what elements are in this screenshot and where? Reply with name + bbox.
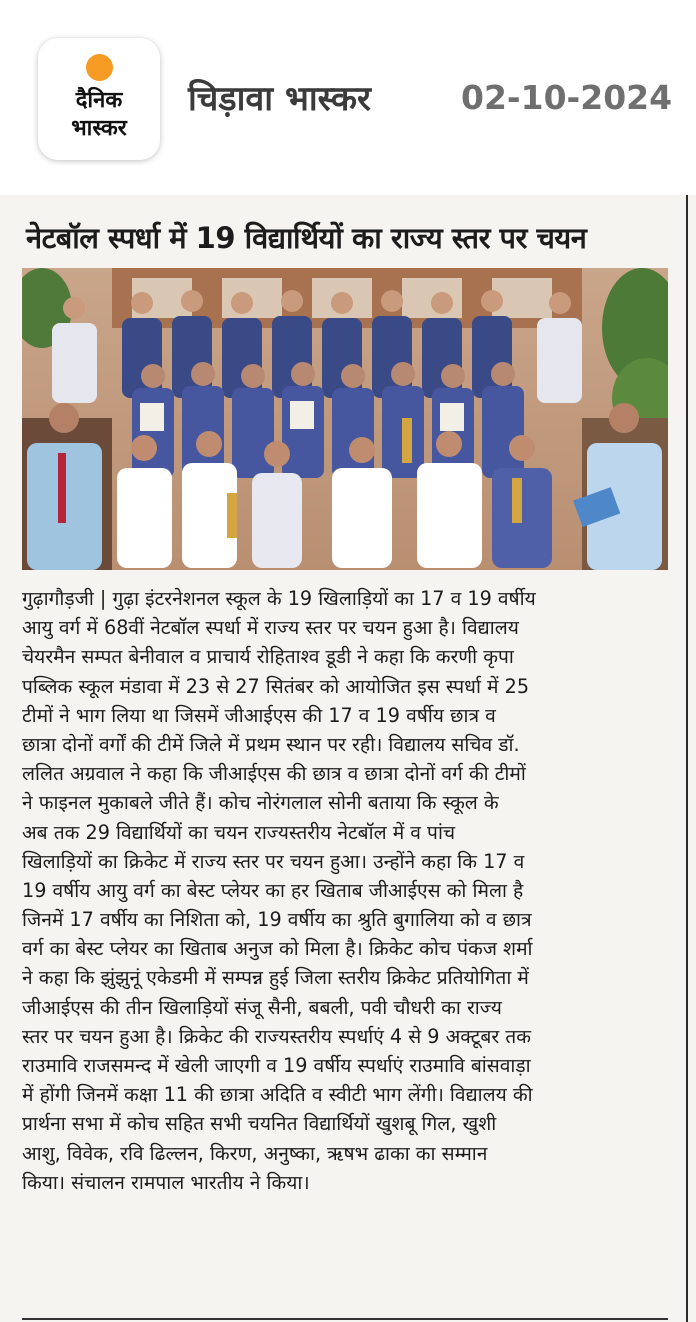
article-headline: नेटबॉल स्पर्धा में 19 विद्यार्थियों का राज्य स्तर पर चयन <box>26 221 587 255</box>
team-photo-image <box>22 268 668 570</box>
article-line: टीमों ने भाग लिया था जिसमें जीआईएस की 17 व 19 वर्षीय छात्र व <box>22 703 496 727</box>
article-line: पब्लिक स्कूल मंडावा में 23 से 27 सितंबर को आयोजित इस स्पर्धा में 25 <box>22 674 530 698</box>
article-line: ने फाइनल मुकाबले जीते हैं। कोच नोरंगलाल सोनी बताया कि स्कूल के <box>22 791 499 815</box>
publication-logo[interactable] <box>38 38 160 160</box>
logo-sun-icon <box>86 54 113 81</box>
article-line: अब तक 29 विद्यार्थियों का चयन राज्यस्तरीय नेटबॉल में व पांच <box>22 820 456 844</box>
team-photo[interactable] <box>22 268 668 570</box>
article-line: राउमावि राजसमन्द में खेली जाएगी व 19 वर्षीय स्पर्धाएं राउमावि बांसवाड़ा <box>22 1054 531 1077</box>
clipping-bottom-rule <box>22 1318 668 1320</box>
article-body <box>22 584 668 1197</box>
article-line: स्तर पर चयन हुआ है। क्रिकेट की राज्यस्तरीय स्पर्धाएं 4 से 9 अक्टूबर तक <box>22 1024 531 1048</box>
article-line: ललित अग्रवाल ने कहा कि जीआईएस की छात्र व छात्रा दोनों वर्ग की टीमों <box>22 762 526 786</box>
article-line: छात्रा दोनों वर्गों की टीमें जिले में प्रथम स्थान पर रही। विद्यालय सचिव डॉ. <box>22 732 520 756</box>
article-line: आशु, विवेक, रवि ढिल्लन, किरण, अनुष्का, ऋषभ ढाका का सम्मान <box>22 1141 488 1165</box>
article-line: चेयरमैन सम्पत बेनीवाल व प्राचार्य रोहिताश्व डूडी ने कहा कि करणी कृपा <box>22 645 514 669</box>
logo-text-top: दैनिक <box>75 88 123 113</box>
article-line: किया। संचालन रामपाल भारतीय ने किया। <box>22 1170 310 1194</box>
article-line: गुढ़ागौड़जी | गुढ़ा इंटरनेशनल स्कूल के 19 खिलाड़ियों का 17 व 19 वर्षीय <box>22 587 536 610</box>
article-line: में होंगी जिनमें कक्षा 11 की छात्रा अदिति व स्वीटी भाग लेंगी। विद्यालय की <box>22 1083 533 1107</box>
article-line: ने कहा कि झुंझुनूं एकेडमी में सम्पन्न हुई जिला स्तरीय क्रिकेट प्रतियोगिता में <box>22 966 529 990</box>
article-line: प्रार्थना सभा में कोच सहित सभी चयनित विद्यार्थियों खुशबू गिल, खुशी <box>22 1112 497 1136</box>
article-line: जीआईएस की तीन खिलाड़ियों संजू सैनी, बबली, पवी चौधरी का राज्य <box>22 995 502 1019</box>
article-line: खिलाड़ियों का क्रिकेट में राज्य स्तर पर चयन हुआ। उन्होंने कहा कि 17 व <box>22 849 525 873</box>
edition-name: चिड़ावा भास्कर <box>188 79 371 119</box>
clipping-edge <box>686 195 688 1322</box>
article-line: 19 वर्षीय आयु वर्ग का बेस्ट प्लेयर का हर खिताब जीआईएस को मिला है <box>22 878 524 902</box>
app-header <box>0 0 696 195</box>
article-line: वर्ग का बेस्ट प्लेयर का खिताब अनुज को मिला है। क्रिकेट कोच पंकज शर्मा <box>22 937 533 961</box>
article-line: आयु वर्ग में 68वीं नेटबॉल स्पर्धा में राज्य स्तर पर चयन हुआ है। विद्यालय <box>22 616 519 640</box>
logo-text-bottom: भास्कर <box>71 116 127 141</box>
article-line: जिनमें 17 वर्षीय का निशिता को, 19 वर्षीय का श्रुति बुगालिया को व छात्र <box>22 908 532 932</box>
edition-date: 02-10-2024 <box>461 78 673 117</box>
